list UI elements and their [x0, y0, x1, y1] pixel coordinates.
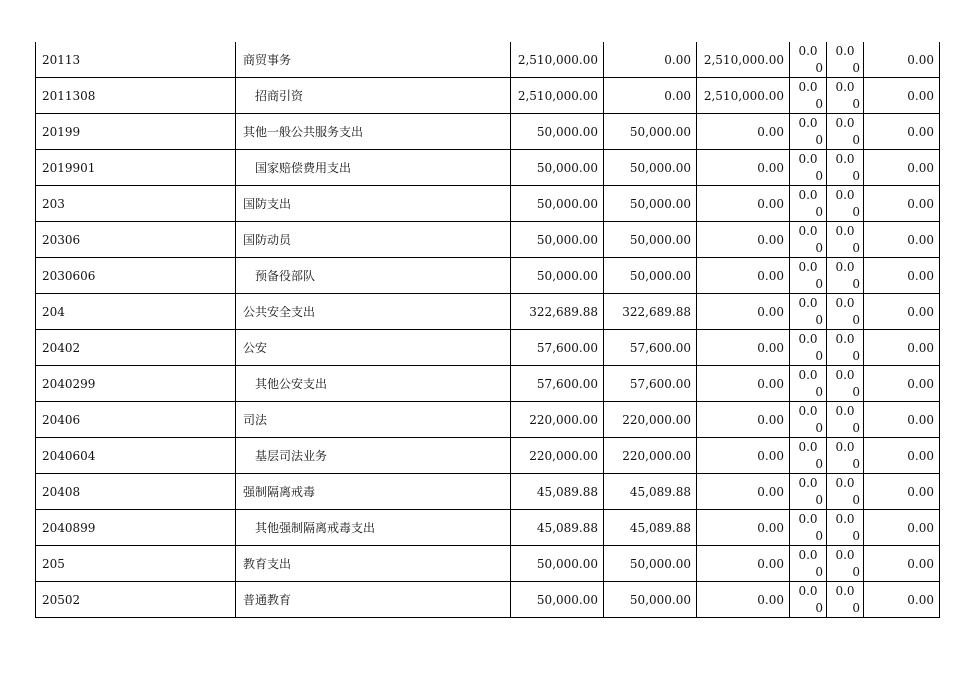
narrow-value-cell-1: [790, 510, 827, 546]
other-amount-cell: 0.00: [864, 78, 940, 114]
narrow-value-top: 0.0: [835, 511, 855, 526]
narrow-value-bottom: 0: [852, 312, 860, 327]
basic-expense-cell: 45,089.88: [604, 510, 697, 546]
narrow-value-bottom: 0: [815, 240, 823, 255]
subject-code-cell: 20406: [36, 402, 236, 438]
subject-code-cell: 20199: [36, 114, 236, 150]
basic-expense-cell: 50,000.00: [604, 150, 697, 186]
subject-code-cell: 20402: [36, 330, 236, 366]
basic-expense-cell: 57,600.00: [604, 366, 697, 402]
narrow-value-cell-1: [790, 258, 827, 294]
subject-name-cell: 商贸事务: [236, 42, 511, 78]
narrow-value-bottom: 0: [852, 492, 860, 507]
table-row: [36, 114, 940, 150]
narrow-value-cell-2: [827, 330, 864, 366]
subject-name-cell: 国家赔偿费用支出: [236, 150, 511, 186]
project-expense-cell: 0.00: [697, 294, 790, 330]
narrow-value-bottom: 0: [815, 276, 823, 291]
project-expense-cell: 0.00: [697, 150, 790, 186]
table-row: [36, 186, 940, 222]
narrow-value-cell-1: [790, 222, 827, 258]
other-amount-cell: 0.00: [864, 222, 940, 258]
subject-code-cell: 2040299: [36, 366, 236, 402]
project-expense-cell: 0.00: [697, 258, 790, 294]
subject-code-cell: 2040899: [36, 510, 236, 546]
subject-code-cell: 203: [36, 186, 236, 222]
subject-code-cell: 205: [36, 546, 236, 582]
subject-code-cell: 2030606: [36, 258, 236, 294]
total-amount-cell: 50,000.00: [511, 186, 604, 222]
narrow-value-top: 0.0: [835, 187, 855, 202]
subject-name-cell: 公安: [236, 330, 511, 366]
narrow-value-top: 0.0: [798, 439, 818, 454]
table-row: [36, 546, 940, 582]
project-expense-cell: 2,510,000.00: [697, 42, 790, 78]
narrow-value-bottom: 0: [852, 132, 860, 147]
narrow-value-bottom: 0: [815, 384, 823, 399]
narrow-value-top: 0.0: [835, 547, 855, 562]
narrow-value-top: 0.0: [798, 115, 818, 130]
narrow-value-cell-1: [790, 42, 827, 78]
other-amount-cell: 0.00: [864, 186, 940, 222]
narrow-value-top: 0.0: [798, 511, 818, 526]
other-amount-cell: 0.00: [864, 474, 940, 510]
table-row: [36, 366, 940, 402]
narrow-value-cell-2: [827, 78, 864, 114]
total-amount-cell: 322,689.88: [511, 294, 604, 330]
narrow-value-top: 0.0: [798, 331, 818, 346]
narrow-value-cell-2: [827, 546, 864, 582]
other-amount-cell: 0.00: [864, 258, 940, 294]
narrow-value-bottom: 0: [815, 60, 823, 75]
subject-code-cell: 2040604: [36, 438, 236, 474]
subject-name-cell: 其他强制隔离戒毒支出: [236, 510, 511, 546]
narrow-value-top: 0.0: [798, 475, 818, 490]
narrow-value-cell-1: [790, 582, 827, 618]
narrow-value-cell-1: [790, 150, 827, 186]
narrow-value-bottom: 0: [852, 348, 860, 363]
total-amount-cell: 2,510,000.00: [511, 78, 604, 114]
narrow-value-top: 0.0: [835, 439, 855, 454]
subject-name-cell: 国防动员: [236, 222, 511, 258]
table-row: [36, 150, 940, 186]
project-expense-cell: 0.00: [697, 366, 790, 402]
project-expense-cell: 0.00: [697, 222, 790, 258]
total-amount-cell: 50,000.00: [511, 546, 604, 582]
total-amount-cell: 50,000.00: [511, 222, 604, 258]
other-amount-cell: 0.00: [864, 510, 940, 546]
narrow-value-cell-1: [790, 546, 827, 582]
narrow-value-top: 0.0: [835, 259, 855, 274]
narrow-value-bottom: 0: [852, 528, 860, 543]
table-row: [36, 78, 940, 114]
narrow-value-cell-2: [827, 150, 864, 186]
project-expense-cell: 0.00: [697, 402, 790, 438]
narrow-value-cell-2: [827, 474, 864, 510]
narrow-value-top: 0.0: [835, 331, 855, 346]
narrow-value-bottom: 0: [852, 276, 860, 291]
project-expense-cell: 0.00: [697, 546, 790, 582]
other-amount-cell: 0.00: [864, 150, 940, 186]
narrow-value-cell-1: [790, 78, 827, 114]
basic-expense-cell: 50,000.00: [604, 546, 697, 582]
budget-table: [35, 42, 940, 618]
narrow-value-bottom: 0: [852, 168, 860, 183]
basic-expense-cell: 220,000.00: [604, 438, 697, 474]
other-amount-cell: 0.00: [864, 114, 940, 150]
narrow-value-top: 0.0: [798, 547, 818, 562]
other-amount-cell: 0.00: [864, 294, 940, 330]
table-row: [36, 258, 940, 294]
narrow-value-bottom: 0: [815, 132, 823, 147]
subject-code-cell: 20408: [36, 474, 236, 510]
narrow-value-top: 0.0: [835, 403, 855, 418]
narrow-value-cell-1: [790, 186, 827, 222]
narrow-value-bottom: 0: [815, 420, 823, 435]
narrow-value-cell-2: [827, 582, 864, 618]
narrow-value-cell-2: [827, 42, 864, 78]
narrow-value-bottom: 0: [815, 600, 823, 615]
narrow-value-bottom: 0: [852, 456, 860, 471]
table-row: [36, 582, 940, 618]
subject-name-cell: 国防支出: [236, 186, 511, 222]
narrow-value-cell-2: [827, 510, 864, 546]
basic-expense-cell: 50,000.00: [604, 582, 697, 618]
narrow-value-bottom: 0: [815, 348, 823, 363]
subject-name-cell: 其他公安支出: [236, 366, 511, 402]
other-amount-cell: 0.00: [864, 330, 940, 366]
narrow-value-top: 0.0: [798, 151, 818, 166]
total-amount-cell: 45,089.88: [511, 474, 604, 510]
narrow-value-bottom: 0: [815, 492, 823, 507]
narrow-value-cell-2: [827, 114, 864, 150]
project-expense-cell: 0.00: [697, 582, 790, 618]
table-row: [36, 474, 940, 510]
project-expense-cell: 0.00: [697, 114, 790, 150]
subject-code-cell: 2011308: [36, 78, 236, 114]
subject-name-cell: 公共安全支出: [236, 294, 511, 330]
basic-expense-cell: 45,089.88: [604, 474, 697, 510]
budget-table-body: [36, 42, 940, 618]
narrow-value-bottom: 0: [815, 528, 823, 543]
other-amount-cell: 0.00: [864, 582, 940, 618]
narrow-value-bottom: 0: [815, 168, 823, 183]
narrow-value-bottom: 0: [852, 420, 860, 435]
narrow-value-bottom: 0: [852, 240, 860, 255]
project-expense-cell: 0.00: [697, 330, 790, 366]
narrow-value-cell-2: [827, 222, 864, 258]
basic-expense-cell: 0.00: [604, 42, 697, 78]
narrow-value-cell-2: [827, 402, 864, 438]
subject-code-cell: 2019901: [36, 150, 236, 186]
narrow-value-top: 0.0: [798, 259, 818, 274]
project-expense-cell: 0.00: [697, 474, 790, 510]
total-amount-cell: 45,089.88: [511, 510, 604, 546]
narrow-value-bottom: 0: [852, 600, 860, 615]
narrow-value-bottom: 0: [852, 60, 860, 75]
narrow-value-cell-2: [827, 258, 864, 294]
total-amount-cell: 220,000.00: [511, 438, 604, 474]
narrow-value-cell-1: [790, 366, 827, 402]
subject-name-cell: 预备役部队: [236, 258, 511, 294]
narrow-value-cell-1: [790, 474, 827, 510]
narrow-value-top: 0.0: [798, 367, 818, 382]
narrow-value-cell-2: [827, 186, 864, 222]
narrow-value-bottom: 0: [815, 564, 823, 579]
subject-name-cell: 基层司法业务: [236, 438, 511, 474]
other-amount-cell: 0.00: [864, 546, 940, 582]
narrow-value-cell-1: [790, 402, 827, 438]
narrow-value-bottom: 0: [852, 384, 860, 399]
narrow-value-bottom: 0: [852, 204, 860, 219]
narrow-value-top: 0.0: [835, 583, 855, 598]
table-row: [36, 510, 940, 546]
total-amount-cell: 50,000.00: [511, 582, 604, 618]
subject-code-cell: 20306: [36, 222, 236, 258]
basic-expense-cell: 50,000.00: [604, 114, 697, 150]
project-expense-cell: 2,510,000.00: [697, 78, 790, 114]
total-amount-cell: 50,000.00: [511, 114, 604, 150]
basic-expense-cell: 50,000.00: [604, 222, 697, 258]
narrow-value-cell-1: [790, 438, 827, 474]
narrow-value-bottom: 0: [852, 96, 860, 111]
table-row: [36, 42, 940, 78]
narrow-value-cell-2: [827, 294, 864, 330]
total-amount-cell: 2,510,000.00: [511, 42, 604, 78]
narrow-value-bottom: 0: [815, 204, 823, 219]
table-row: [36, 222, 940, 258]
narrow-value-bottom: 0: [852, 564, 860, 579]
narrow-value-top: 0.0: [835, 43, 855, 58]
total-amount-cell: 57,600.00: [511, 366, 604, 402]
table-row: [36, 330, 940, 366]
narrow-value-top: 0.0: [798, 187, 818, 202]
project-expense-cell: 0.00: [697, 438, 790, 474]
narrow-value-top: 0.0: [798, 79, 818, 94]
table-row: [36, 438, 940, 474]
subject-name-cell: 招商引资: [236, 78, 511, 114]
narrow-value-top: 0.0: [798, 223, 818, 238]
subject-name-cell: 其他一般公共服务支出: [236, 114, 511, 150]
subject-name-cell: 普通教育: [236, 582, 511, 618]
narrow-value-cell-1: [790, 330, 827, 366]
subject-code-cell: 20502: [36, 582, 236, 618]
total-amount-cell: 220,000.00: [511, 402, 604, 438]
other-amount-cell: 0.00: [864, 438, 940, 474]
basic-expense-cell: 0.00: [604, 78, 697, 114]
narrow-value-top: 0.0: [798, 583, 818, 598]
subject-code-cell: 20113: [36, 42, 236, 78]
subject-name-cell: 司法: [236, 402, 511, 438]
basic-expense-cell: 220,000.00: [604, 402, 697, 438]
narrow-value-cell-2: [827, 438, 864, 474]
narrow-value-cell-2: [827, 366, 864, 402]
total-amount-cell: 50,000.00: [511, 258, 604, 294]
other-amount-cell: 0.00: [864, 402, 940, 438]
narrow-value-top: 0.0: [798, 295, 818, 310]
subject-name-cell: 教育支出: [236, 546, 511, 582]
narrow-value-top: 0.0: [835, 223, 855, 238]
narrow-value-cell-1: [790, 294, 827, 330]
narrow-value-top: 0.0: [835, 115, 855, 130]
other-amount-cell: 0.00: [864, 366, 940, 402]
basic-expense-cell: 50,000.00: [604, 258, 697, 294]
project-expense-cell: 0.00: [697, 510, 790, 546]
project-expense-cell: 0.00: [697, 186, 790, 222]
narrow-value-cell-1: [790, 114, 827, 150]
subject-code-cell: 204: [36, 294, 236, 330]
narrow-value-top: 0.0: [798, 43, 818, 58]
narrow-value-top: 0.0: [835, 295, 855, 310]
narrow-value-top: 0.0: [835, 79, 855, 94]
basic-expense-cell: 322,689.88: [604, 294, 697, 330]
subject-name-cell: 强制隔离戒毒: [236, 474, 511, 510]
narrow-value-bottom: 0: [815, 312, 823, 327]
total-amount-cell: 50,000.00: [511, 150, 604, 186]
basic-expense-cell: 50,000.00: [604, 186, 697, 222]
narrow-value-top: 0.0: [835, 475, 855, 490]
total-amount-cell: 57,600.00: [511, 330, 604, 366]
narrow-value-bottom: 0: [815, 456, 823, 471]
narrow-value-top: 0.0: [835, 151, 855, 166]
narrow-value-top: 0.0: [798, 403, 818, 418]
basic-expense-cell: 57,600.00: [604, 330, 697, 366]
narrow-value-top: 0.0: [835, 367, 855, 382]
narrow-value-bottom: 0: [815, 96, 823, 111]
table-row: [36, 402, 940, 438]
other-amount-cell: 0.00: [864, 42, 940, 78]
table-row: [36, 294, 940, 330]
